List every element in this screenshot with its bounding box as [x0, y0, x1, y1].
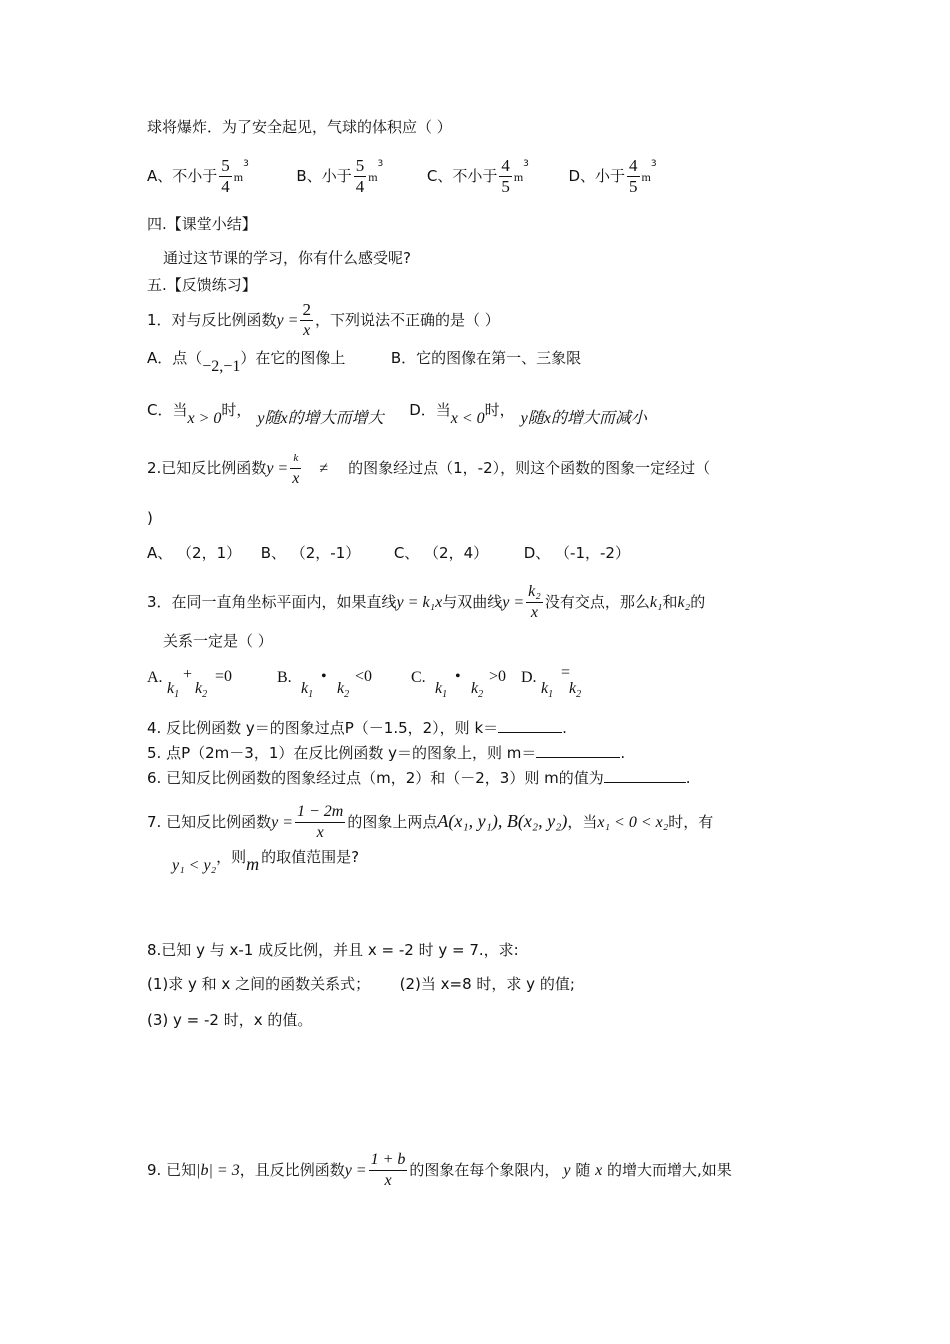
- q3-option-d[interactable]: D. $k_1$ = $k_2$: [521, 664, 582, 701]
- q2-options: [147, 543, 630, 563]
- intro-line: 球将爆炸．为了安全起见，气球的体积应（ ）: [147, 118, 452, 136]
- answer-blank[interactable]: [536, 743, 620, 758]
- q3-option-c[interactable]: C. $k_1$ • $k_2$ >0: [411, 668, 507, 701]
- balloon-options: [147, 156, 657, 197]
- q3-option-b[interactable]: B. $k_1$ • $k_2$ <0: [277, 668, 373, 701]
- q8-part3: (3) y = -2 时，x 的值。: [147, 1011, 313, 1029]
- q5: 5. 点P（2m－3，1）在反比例函数 y＝的图象上，则 m＝ .: [147, 744, 626, 762]
- q2-option-a[interactable]: A、 （2，1）: [147, 544, 242, 562]
- q1-option-c[interactable]: C．当x > 0时， y随x的增大而增大: [147, 401, 384, 427]
- balloon-option-d[interactable]: D、小于 $\frac{4}{5}$ $m^3$: [568, 156, 657, 196]
- answer-blank[interactable]: [604, 768, 686, 783]
- q7-stem: 7. 已知反比例函数y = $\frac{1 - 2m}{x}$ 的图象上两点A(x₁, y₁), B(x₂, y₂)，当x₁ < 0 < x₂时，有: [147, 803, 714, 841]
- fraction: $\frac{\text{k₂}}{x}$: [528, 583, 541, 621]
- fraction: $\frac{4}{5}$: [501, 156, 510, 196]
- section5-heading: 五.【反馈练习】: [147, 276, 257, 294]
- q8-part2: (2)当 x=8 时，求 y 的值;: [399, 975, 575, 993]
- fraction: $\frac{k}{x}$: [290, 448, 301, 489]
- balloon-option-c[interactable]: C、不小于 $\frac{4}{5}$ $m^3$: [426, 156, 529, 196]
- fraction: $\frac{1 + b}{x}$: [370, 1151, 406, 1189]
- fraction: $\frac{2}{x}$: [302, 300, 311, 339]
- q7-line2: y₁ < y₂，则m 的取值范围是?: [172, 848, 360, 874]
- fraction: $\frac{4}{5}$: [629, 156, 638, 196]
- q3-stem: 3．在同一直角坐标平面内，如果直线y = k₁x与双曲线y = $\frac{\text{k₂}}{x}$ 没有交点，那么k₁和k₂的: [147, 583, 706, 621]
- section4-heading: 四.【课堂小结】: [147, 215, 257, 233]
- q2-stem: 2.已知反比例函数y = $\frac{k}{x}$ ≠ 的图象经过点（1，-2），则这个函数的图象一定经过（: [147, 448, 710, 489]
- balloon-option-a[interactable]: A、不小于 $\frac{5}{4}$ $m^3$: [147, 156, 249, 196]
- fraction: $\frac{5}{4}$: [221, 156, 230, 196]
- balloon-option-b[interactable]: B、小于 $\frac{5}{4}$ $m^3$: [296, 156, 384, 196]
- q4: 4. 反比例函数 y＝的图象过点P（－1.5，2），则 k＝ .: [147, 719, 567, 737]
- q9-stem: 9. 已知|b| = 3，且反比例函数y = $\frac{1 + b}{x}$ 的图象在每个象限内， y 随 x 的增大而增大,如果: [147, 1151, 732, 1189]
- q1-option-d[interactable]: D．当x < 0时， y随x的增大而减小: [409, 401, 647, 427]
- q1-options-ab: [147, 348, 582, 375]
- q3-stem-cont: 关系一定是（ ）: [163, 632, 273, 650]
- q1-stem: 1．对与反比例函数y = $\frac{2}{x}$ ，下列说法不正确的是（ ）: [147, 300, 500, 339]
- q2-option-b[interactable]: B、 （2，-1）: [260, 544, 361, 562]
- q8-part1: (1)求 y 和 x 之间的函数关系式；: [147, 975, 371, 993]
- q2-stem-cont: ): [147, 509, 153, 527]
- fraction: $\frac{1 - 2m}{x}$: [297, 803, 344, 841]
- section4-text: 通过这节课的学习，你有什么感受呢?: [163, 249, 411, 267]
- q1-option-b[interactable]: B．它的图像在第一、三象限: [390, 349, 582, 367]
- answer-blank[interactable]: [498, 718, 562, 733]
- q3-options: [147, 664, 607, 703]
- q2-option-c[interactable]: C、 （2，4）: [393, 544, 489, 562]
- q3-option-a[interactable]: A. $k_1$ + $k_2$ =0: [147, 666, 233, 701]
- q1-option-a[interactable]: A．点（−2,−1）在它的图像上: [147, 349, 346, 375]
- q6: 6. 已知反比例函数的图象经过点（m，2）和（－2，3）则 m的值为 .: [147, 769, 691, 787]
- q2-option-d[interactable]: D、 （-1，-2）: [523, 544, 630, 562]
- fraction: $\frac{5}{4}$: [355, 156, 365, 196]
- q1-options-cd: [147, 400, 647, 427]
- q8-parts: [147, 974, 575, 994]
- q8-stem: 8.已知 y 与 x-1 成反比例，并且 x = -2 时 y = 7.，求:: [147, 941, 519, 959]
